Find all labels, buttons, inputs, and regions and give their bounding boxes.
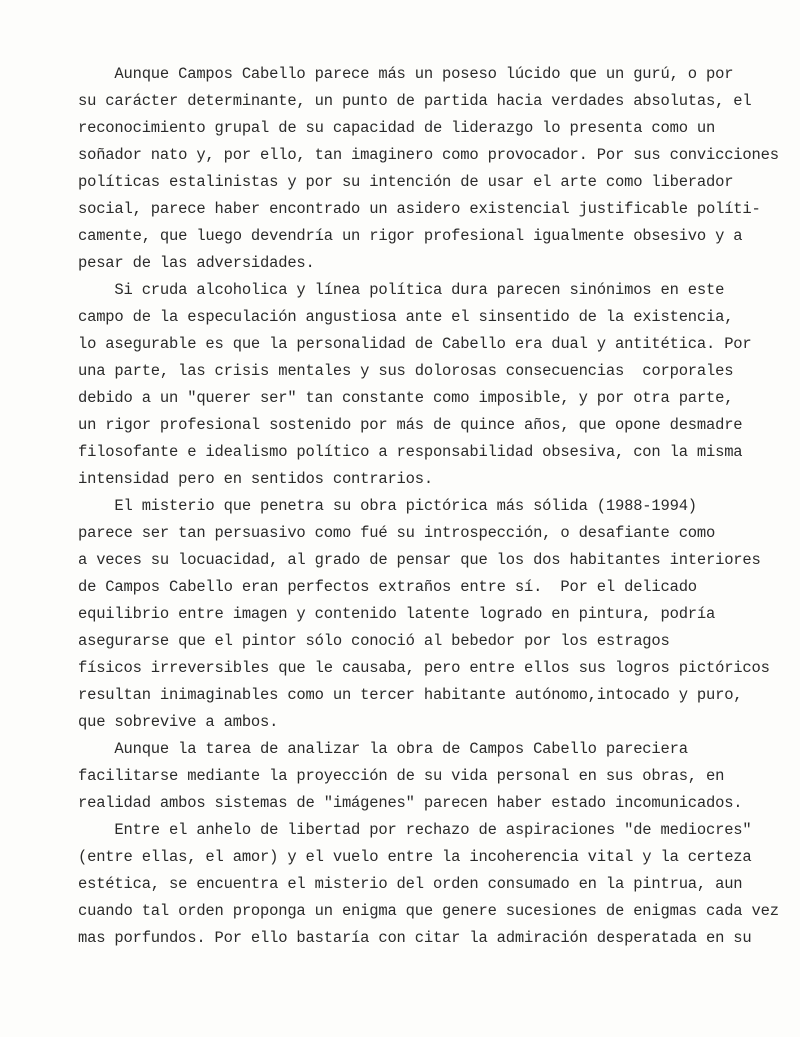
text-line: (entre ellas, el amor) y el vuelo entre la incoherencia vital y la certeza bbox=[78, 848, 752, 866]
text-line: parece ser tan persuasivo como fué su introspección, o desafiante como bbox=[78, 524, 716, 542]
text-line: resultan inimaginables como un tercer habitante autónomo,intocado y puro, bbox=[78, 686, 743, 704]
text-line: que sobrevive a ambos. bbox=[78, 713, 279, 731]
text-line: El misterio que penetra su obra pictórica más sólida (1988-1994) bbox=[78, 497, 697, 515]
text-line: Entre el anhelo de libertad por rechazo de aspiraciones "de mediocres" bbox=[78, 821, 752, 839]
text-line: a veces su locuacidad, al grado de pensar que los dos habitantes interiores bbox=[78, 551, 761, 569]
text-line: Aunque la tarea de analizar la obra de Campos Cabello pareciera bbox=[78, 740, 688, 758]
text-line: facilitarse mediante la proyección de su vida personal en sus obras, en bbox=[78, 767, 725, 785]
text-line: intensidad pero en sentidos contrarios. bbox=[78, 470, 433, 488]
text-line: Si cruda alcoholica y línea política dura parecen sinónimos en este bbox=[78, 281, 725, 299]
text-line: campo de la especulación angustiosa ante el sinsentido de la existencia, bbox=[78, 308, 734, 326]
text-line: físicos irreversibles que le causaba, pero entre ellos sus logros pictóricos bbox=[78, 659, 770, 677]
text-line: políticas estalinistas y por su intención de usar el arte como liberador bbox=[78, 173, 734, 191]
text-line: un rigor profesional sostenido por más de quince años, que opone desmadre bbox=[78, 416, 743, 434]
text-line: equilibrio entre imagen y contenido latente logrado en pintura, podría bbox=[78, 605, 716, 623]
text-line: debido a un "querer ser" tan constante como imposible, y por otra parte, bbox=[78, 389, 734, 407]
text-line: reconocimiento grupal de su capacidad de liderazgo lo presenta como un bbox=[78, 119, 716, 137]
text-line: lo asegurable es que la personalidad de Cabello era dual y antitética. Por bbox=[78, 335, 752, 353]
text-line: su carácter determinante, un punto de partida hacia verdades absolutas, el bbox=[78, 92, 752, 110]
text-line: soñador nato y, por ello, tan imaginero como provocador. Por sus convicciones bbox=[78, 146, 779, 164]
text-line: cuando tal orden proponga un enigma que genere sucesiones de enigmas cada vez bbox=[78, 902, 779, 920]
text-line: de Campos Cabello eran perfectos extraños entre sí. Por el delicado bbox=[78, 578, 697, 596]
text-line: Aunque Campos Cabello parece más un poseso lúcido que un gurú, o por bbox=[78, 65, 734, 83]
text-line: camente, que luego devendría un rigor profesional igualmente obsesivo y a bbox=[78, 227, 743, 245]
text-line: pesar de las adversidades. bbox=[78, 254, 315, 272]
text-line: mas porfundos. Por ello bastaría con citar la admiración desperatada en su bbox=[78, 929, 752, 947]
text-line: una parte, las crisis mentales y sus dolorosas consecuencias corporales bbox=[78, 362, 734, 380]
text-line: asegurarse que el pintor sólo conoció al bebedor por los estragos bbox=[78, 632, 670, 650]
text-line: realidad ambos sistemas de "imágenes" parecen haber estado incomunicados. bbox=[78, 794, 743, 812]
text-line: estética, se encuentra el misterio del orden consumado en la pintrua, aun bbox=[78, 875, 743, 893]
text-line: filosofante e idealismo político a responsabilidad obsesiva, con la misma bbox=[78, 443, 743, 461]
text-line: social, parece haber encontrado un asidero existencial justificable políti- bbox=[78, 200, 761, 218]
